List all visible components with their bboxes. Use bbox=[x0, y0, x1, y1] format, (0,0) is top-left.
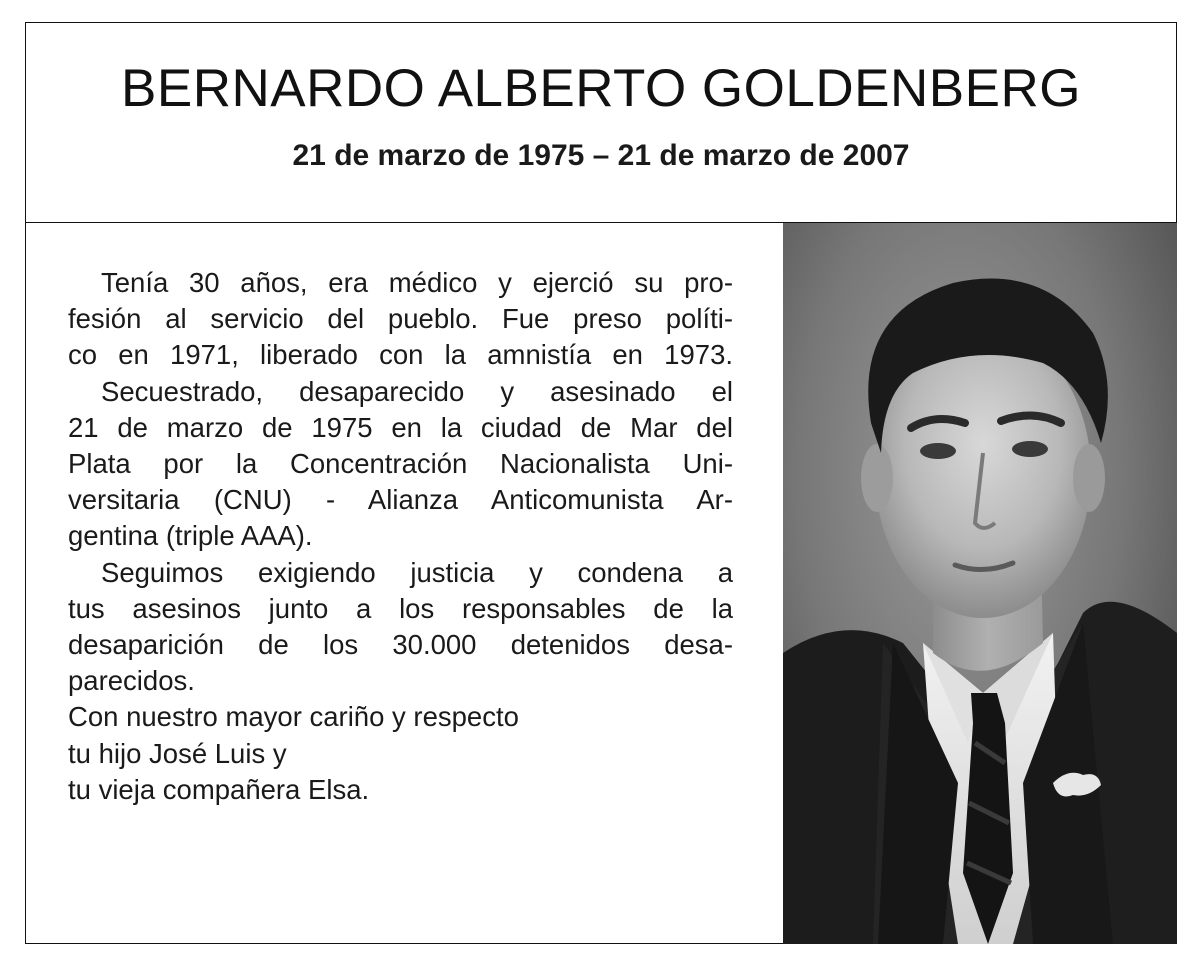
text-line: co en 1971, liberado con la amnistía en 1973. bbox=[68, 339, 733, 371]
signature-line: tu vieja compañera Elsa. bbox=[68, 773, 370, 805]
paragraph-abduction bbox=[68, 374, 733, 555]
text-line: Tenía 30 años, era médico y ejerció su pro- bbox=[101, 267, 733, 298]
tribute-text bbox=[68, 265, 733, 808]
text-line: Secuestrado, desaparecido y asesinado el bbox=[101, 375, 733, 407]
memorial-notice bbox=[25, 22, 1177, 944]
text-line: fesión al servicio del pueblo. Fue preso políti- bbox=[68, 303, 733, 335]
notice-header bbox=[26, 23, 1176, 223]
portrait-photo bbox=[783, 223, 1177, 944]
memorial-dates: 21 de marzo de 1975 – 21 de marzo de 2007 bbox=[292, 139, 910, 172]
text-line: Seguimos exigiendo justicia y condena a bbox=[101, 556, 733, 588]
text-line: desaparición de los 30.000 detenidos desa- bbox=[68, 629, 733, 661]
signature-line: Con nuestro mayor cariño y respecto bbox=[68, 701, 519, 733]
paragraph-biography bbox=[68, 265, 733, 374]
text-line: Plata por la Concentración Nacionalista Uni- bbox=[68, 448, 733, 480]
text-line: versitaria (CNU) - Alianza Anticomunista Ar- bbox=[68, 484, 733, 516]
text-line: 21 de marzo de 1975 en la ciudad de Mar del bbox=[68, 411, 733, 443]
paragraph-justice bbox=[68, 555, 733, 700]
person-name: BERNARDO ALBERTO GOLDENBERG bbox=[121, 59, 1081, 118]
text-line: tus asesinos junto a los responsables de la bbox=[68, 592, 733, 624]
text-line: gentina (triple AAA). bbox=[68, 520, 313, 552]
signature-line: tu hijo José Luis y bbox=[68, 737, 287, 769]
signature-block bbox=[68, 699, 733, 808]
portrait-illustration bbox=[783, 223, 1177, 944]
text-line: parecidos. bbox=[68, 665, 195, 697]
